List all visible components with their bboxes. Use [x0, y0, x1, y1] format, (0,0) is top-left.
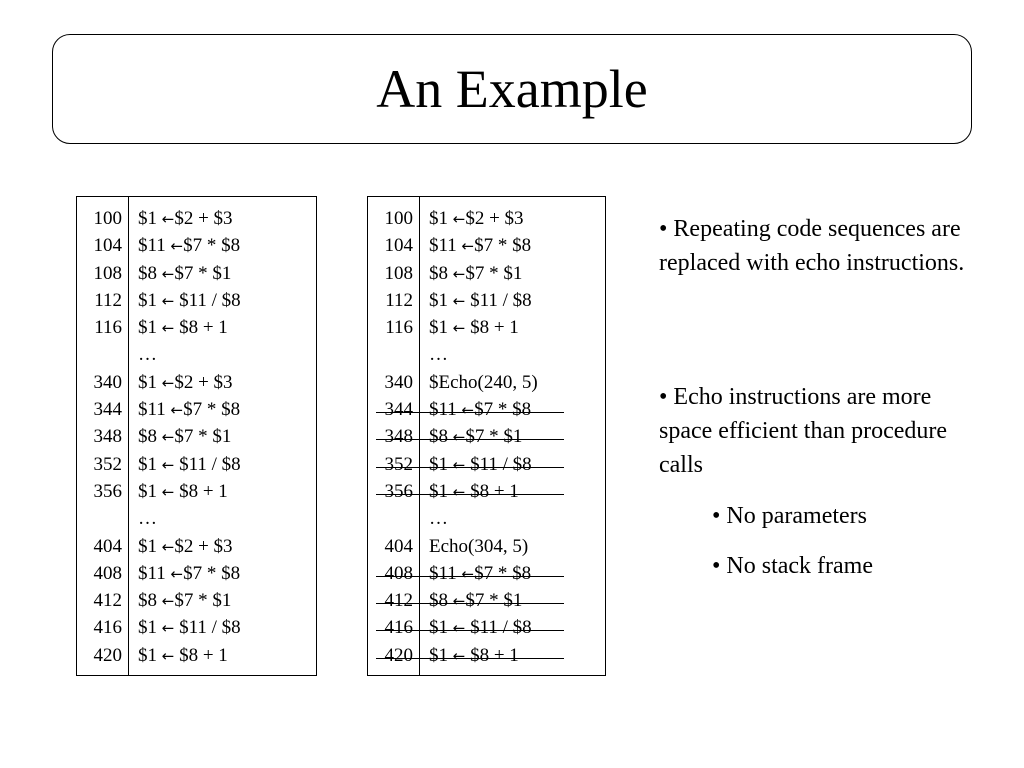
assign-arrow-icon: ←: [452, 264, 466, 283]
instruction-line: [420, 423, 605, 450]
instruction-expr: $7 * $8: [183, 235, 241, 257]
address-cell: 100: [384, 208, 413, 229]
address-cell: 420: [93, 644, 122, 666]
instruction-line: [129, 478, 316, 505]
instruction-expr: $7 * $1: [465, 426, 523, 448]
instruction-dest: $1: [429, 208, 453, 229]
instruction-dest: $8: [429, 426, 453, 448]
notes-panel: [659, 212, 989, 582]
bullet-echo-efficiency: • Echo instructions are more space efficient than procedure calls: [659, 384, 948, 478]
assign-arrow-icon: ←: [452, 210, 466, 228]
instruction-dest: $1: [138, 208, 162, 229]
assign-arrow-icon: ←: [161, 537, 175, 556]
instruction-line: [420, 232, 605, 259]
instruction-expr: $7 * $8: [183, 562, 241, 584]
instruction-expr: $7 * $1: [465, 262, 523, 284]
instruction-dest: $11: [429, 235, 462, 257]
address-column: [77, 197, 129, 675]
instruction-line: [420, 614, 605, 641]
address-cell: 116: [385, 317, 413, 339]
instruction-expr: $7 * $8: [474, 399, 532, 421]
instruction-line: [129, 505, 316, 532]
instruction-line: [129, 205, 316, 232]
instruction-dest: $1: [429, 644, 453, 666]
address-cell: 104: [93, 235, 122, 257]
instruction-expr: $7 * $1: [465, 590, 523, 612]
address-cell: 412: [368, 587, 419, 614]
address-cell: 340: [93, 371, 122, 393]
address-cell: 348: [368, 423, 419, 450]
title-box: [52, 34, 972, 144]
instruction-line: [420, 478, 605, 505]
assign-arrow-icon: ←: [452, 646, 466, 665]
assign-arrow-icon: ←: [170, 564, 184, 583]
address-cell: 108: [384, 262, 413, 284]
assign-arrow-icon: ←: [161, 319, 175, 338]
instruction-expr: $8 + 1: [465, 480, 519, 502]
instruction-line: [129, 614, 316, 641]
instruction-expr: $11 / $8: [465, 617, 532, 639]
instruction-dest: $11: [138, 235, 171, 257]
instruction-line: [129, 642, 316, 669]
address-cell: 104: [384, 235, 413, 257]
address-cell: [368, 341, 419, 368]
instruction-line: [420, 505, 605, 532]
address-cell: [77, 505, 128, 532]
instruction-line: [420, 642, 605, 669]
instruction-expr: $7 * $1: [174, 590, 232, 612]
instruction-line: [129, 314, 316, 341]
assign-arrow-icon: ←: [161, 210, 175, 228]
instruction-line: [420, 205, 605, 232]
address-cell: 352: [368, 451, 419, 478]
instruction-line: [129, 560, 316, 587]
address-cell: 420: [368, 642, 419, 669]
instruction-line: [420, 396, 605, 423]
instruction-expr: $7 * $1: [174, 262, 232, 284]
instruction-dest: $1: [138, 371, 162, 393]
assign-arrow-icon: ←: [161, 291, 175, 310]
instruction-expr: $7 * $8: [183, 399, 241, 421]
instruction-line: [129, 396, 316, 423]
address-cell: 416: [368, 614, 419, 641]
assign-arrow-icon: ←: [161, 455, 175, 474]
instruction-line: [420, 314, 605, 341]
instruction-expr: $11 / $8: [465, 289, 532, 311]
address-cell: 112: [385, 289, 413, 311]
instruction-dest: $1: [429, 453, 453, 475]
instruction-dest: $11: [138, 562, 171, 584]
instruction-column: [420, 197, 605, 675]
instruction-expr: $7 * $8: [474, 562, 532, 584]
assign-arrow-icon: ←: [161, 592, 175, 611]
assign-arrow-icon: ←: [161, 619, 175, 638]
instruction-dest: $8: [138, 262, 162, 284]
original-code-table: [76, 196, 317, 676]
assign-arrow-icon: ←: [461, 237, 475, 256]
instruction-line: [129, 369, 316, 396]
assign-arrow-icon: ←: [452, 455, 466, 474]
instruction-dest: $8: [429, 590, 453, 612]
assign-arrow-icon: ←: [461, 401, 475, 420]
address-cell: 352: [93, 453, 122, 475]
instruction-dest: $1: [429, 289, 453, 311]
assign-arrow-icon: ←: [161, 373, 175, 392]
instruction-dest: $11: [429, 562, 462, 584]
instruction-expr: $11 / $8: [465, 453, 532, 475]
instruction-dest: $1: [138, 644, 162, 666]
instruction-line: [129, 341, 316, 368]
instruction-line: [129, 287, 316, 314]
instruction-dest: …: [138, 344, 157, 366]
instruction-line: [129, 587, 316, 614]
instruction-dest: …: [429, 344, 448, 366]
address-cell: 112: [94, 289, 122, 311]
assign-arrow-icon: ←: [452, 592, 466, 611]
address-cell: [368, 505, 419, 532]
instruction-dest: $1: [138, 535, 162, 557]
address-cell: 404: [384, 535, 413, 557]
assign-arrow-icon: ←: [161, 264, 175, 283]
instruction-expr: $2 + $3: [174, 208, 233, 229]
instruction-expr: $2 + $3: [174, 535, 233, 557]
instruction-line: [420, 560, 605, 587]
instruction-line: [420, 451, 605, 478]
echo-code-table: [367, 196, 606, 676]
address-cell: 116: [94, 317, 122, 339]
instruction-expr: $7 * $8: [474, 235, 532, 257]
instruction-line: [420, 587, 605, 614]
instruction-dest: $1: [138, 480, 162, 502]
address-cell: 416: [93, 617, 122, 639]
address-cell: 356: [93, 480, 122, 502]
slide-title: An Example: [376, 59, 648, 119]
instruction-dest: $1: [138, 617, 162, 639]
assign-arrow-icon: ←: [461, 564, 475, 583]
assign-arrow-icon: ←: [452, 319, 466, 338]
instruction-dest: $1: [429, 617, 453, 639]
address-cell: 100: [93, 208, 122, 229]
instruction-expr: $8 + 1: [174, 317, 228, 339]
instruction-dest: $1: [138, 289, 162, 311]
instruction-line: [129, 451, 316, 478]
assign-arrow-icon: ←: [452, 482, 466, 501]
address-cell: 344: [93, 399, 122, 421]
address-cell: 412: [93, 590, 122, 612]
address-cell: 348: [93, 426, 122, 448]
instruction-dest: $11: [138, 399, 171, 421]
instruction-dest: …: [429, 508, 448, 530]
bullet-repeating-code: • Repeating code sequences are replaced with echo instructions.: [659, 216, 965, 276]
instruction-dest: $1: [429, 317, 453, 339]
instruction-dest: $11: [429, 399, 462, 421]
instruction-expr: $7 * $1: [174, 426, 232, 448]
assign-arrow-icon: ←: [452, 619, 466, 638]
address-cell: 408: [368, 560, 419, 587]
assign-arrow-icon: ←: [170, 401, 184, 420]
assign-arrow-icon: ←: [161, 482, 175, 501]
instruction-line: [420, 287, 605, 314]
instruction-line: [420, 341, 605, 368]
instruction-expr: $11 / $8: [174, 289, 241, 311]
instruction-expr: $8 + 1: [174, 480, 228, 502]
address-cell: 408: [93, 562, 122, 584]
address-cell: 344: [368, 396, 419, 423]
instruction-expr: $2 + $3: [174, 371, 233, 393]
instruction-line: [129, 533, 316, 560]
instruction-dest: $Echo(240, 5): [429, 371, 538, 393]
instruction-dest: $1: [138, 317, 162, 339]
instruction-expr: $11 / $8: [174, 617, 241, 639]
bullet-echo-efficiency-group: [659, 380, 989, 582]
instruction-line: [420, 260, 605, 287]
instruction-line: [420, 369, 605, 396]
assign-arrow-icon: ←: [452, 428, 466, 447]
address-column: [368, 197, 420, 675]
instruction-dest: $1: [138, 453, 162, 475]
address-cell: 340: [384, 371, 413, 393]
instruction-expr: $8 + 1: [465, 644, 519, 666]
assign-arrow-icon: ←: [452, 291, 466, 310]
instruction-expr: $2 + $3: [465, 208, 524, 229]
instruction-column: [129, 197, 316, 675]
instruction-dest: Echo(304, 5): [429, 535, 529, 557]
instruction-line: [129, 260, 316, 287]
address-cell: [77, 341, 128, 368]
assign-arrow-icon: ←: [170, 237, 184, 256]
instruction-dest: $8: [138, 426, 162, 448]
instruction-dest: $8: [138, 590, 162, 612]
instruction-expr: $8 + 1: [174, 644, 228, 666]
instruction-line: [129, 232, 316, 259]
address-cell: 404: [93, 535, 122, 557]
instruction-line: [420, 533, 605, 560]
assign-arrow-icon: ←: [161, 428, 175, 447]
sub-bullet-no-stack-frame: • No stack frame: [712, 553, 874, 579]
address-cell: 108: [93, 262, 122, 284]
instruction-line: [129, 423, 316, 450]
address-cell: 356: [368, 478, 419, 505]
instruction-expr: $8 + 1: [465, 317, 519, 339]
assign-arrow-icon: ←: [161, 646, 175, 665]
instruction-dest: $1: [429, 480, 453, 502]
instruction-dest: $8: [429, 262, 453, 284]
sub-bullet-no-parameters: • No parameters: [712, 503, 868, 529]
instruction-expr: $11 / $8: [174, 453, 241, 475]
instruction-dest: …: [138, 508, 157, 530]
